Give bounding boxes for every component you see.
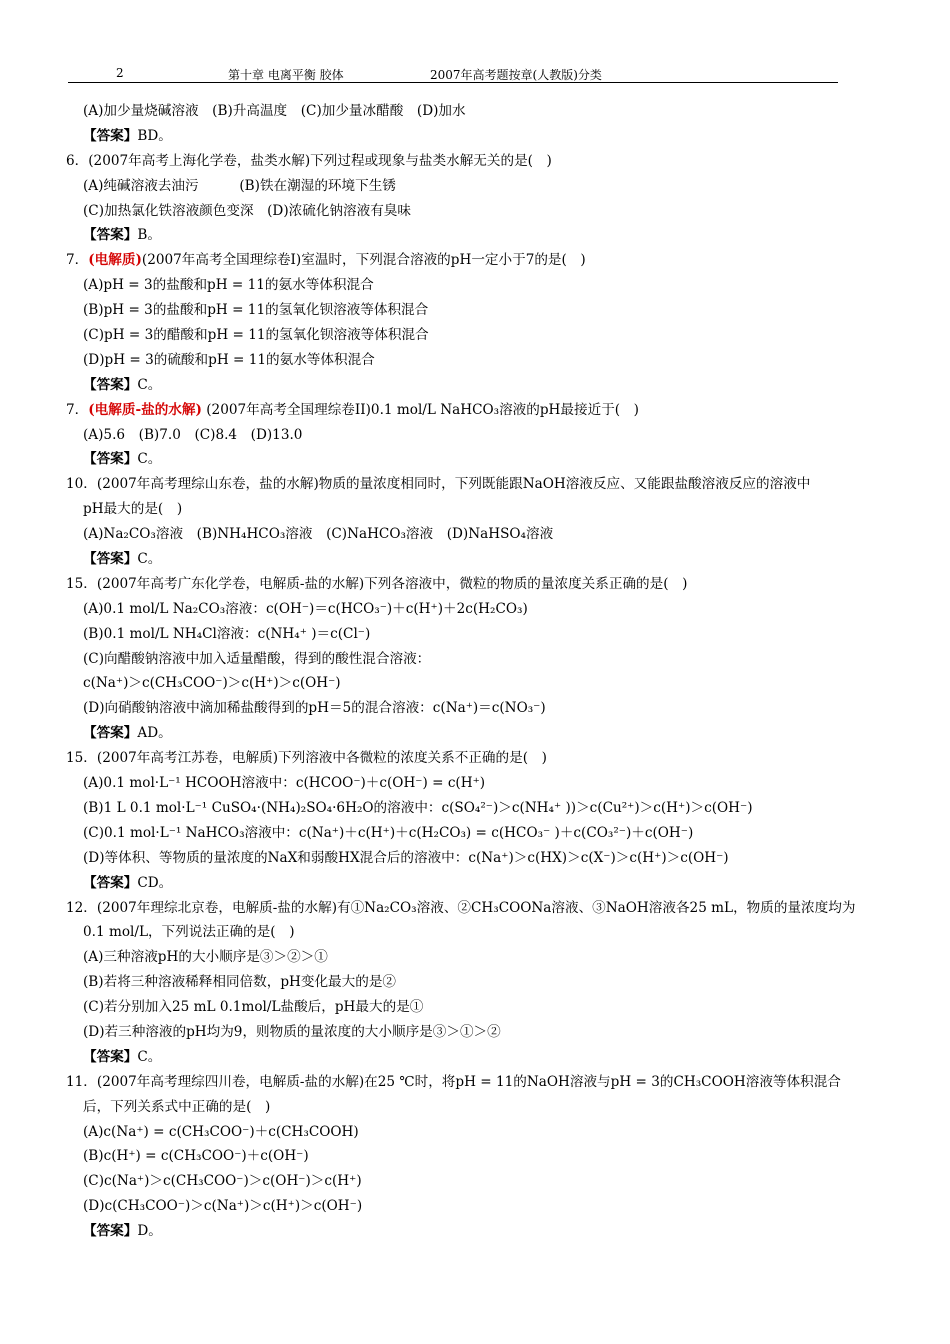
text-line xyxy=(66,572,844,597)
page-number: 2 xyxy=(116,66,124,80)
text-line xyxy=(66,99,844,124)
text-segment: AD。 xyxy=(137,725,172,742)
text-line xyxy=(66,920,844,945)
text-segment: (D)pH = 3的硫酸和pH = 11的氨水等体积混合 xyxy=(83,351,375,368)
text-line xyxy=(66,896,856,921)
answer-label: 【答案】 xyxy=(83,551,138,568)
answer-label: 【答案】 xyxy=(83,227,138,244)
text-segment: (A)5.6 (B)7.0 (C)8.4 (D)13.0 xyxy=(83,426,303,443)
text-line xyxy=(66,746,844,771)
text-segment: (C)若分别加入25 mL 0.1mol/L盐酸后，pH最大的是① xyxy=(83,999,424,1016)
text-segment: (B)若将三种溶液稀释相同倍数，pH变化最大的是② xyxy=(83,974,397,991)
text-line xyxy=(66,497,844,522)
text-segment: (2007年高考全国理综卷II)0.1 mol/L NaHCO₃溶液的pH最接近于( ) xyxy=(201,401,639,418)
text-line xyxy=(66,298,844,323)
text-line xyxy=(66,647,844,672)
text-segment: (A)c(Na⁺) = c(CH₃COO⁻)＋c(CH₃COOH) xyxy=(83,1123,359,1140)
text-segment: 11．(2007年高考理综四川卷，电解质-盐的水解)在25 ℃时，将pH = 11的NaOH溶液与pH = 3的CH₃COOH溶液等体积混合 xyxy=(66,1073,841,1090)
text-segment: 15．(2007年高考江苏卷，电解质)下列溶液中各微粒的浓度关系不正确的是( ) xyxy=(66,750,547,767)
text-line xyxy=(66,423,844,448)
text-line xyxy=(66,323,844,348)
text-line xyxy=(66,1020,844,1045)
text-segment: BD。 xyxy=(137,127,172,144)
text-line xyxy=(66,597,844,622)
answer-label: 【答案】 xyxy=(83,725,138,742)
text-line xyxy=(66,771,844,796)
text-segment: C。 xyxy=(137,1048,162,1065)
text-segment: (B)c(H⁺) = c(CH₃COO⁻)＋c(OH⁻) xyxy=(83,1148,309,1165)
text-line xyxy=(66,472,844,497)
text-line xyxy=(66,696,844,721)
text-segment: C。 xyxy=(137,551,162,568)
text-line xyxy=(66,970,844,995)
text-segment: (2007年高考全国理综卷I)室温时，下列混合溶液的pH一定小于7的是( ) xyxy=(141,252,586,269)
text-segment: (C)0.1 mol·L⁻¹ NaHCO₃溶液中：c(Na⁺)＋c(H⁺)＋c(H₂CO₃) = c(HCO₃⁻ )＋c(CO₃²⁻)＋c(OH⁻) xyxy=(83,824,694,841)
text-segment: D。 xyxy=(137,1223,162,1240)
text-line xyxy=(66,1045,844,1070)
text-segment: 15．(2007年高考广东化学卷，电解质-盐的水解)下列各溶液中，微粒的物质的量浓度关系正确的是( ) xyxy=(66,575,688,592)
text-segment: c(Na⁺)＞c(CH₃COO⁻)＞c(H⁺)＞c(OH⁻) xyxy=(83,675,341,692)
text-line xyxy=(66,671,844,696)
text-segment: 12．(2007年理综北京卷，电解质-盐的水解)有①Na₂CO₃溶液、②CH₃COONa溶液、③NaOH溶液各25 mL，物质的量浓度均为 xyxy=(66,899,856,916)
text-segment: (A)pH = 3的盐酸和pH = 11的氨水等体积混合 xyxy=(83,277,374,294)
text-segment: (A)0.1 mol·L⁻¹ HCOOH溶液中：c(HCOO⁻)＋c(OH⁻) = c(H⁺) xyxy=(83,775,486,792)
series-title: 2007年高考题按章(人教版)分类 xyxy=(430,68,602,82)
page-header xyxy=(68,64,838,83)
text-segment: (C)pH = 3的醋酸和pH = 11的氢氧化钡溶液等体积混合 xyxy=(83,327,429,344)
text-line xyxy=(66,995,844,1020)
text-line xyxy=(66,846,844,871)
text-line xyxy=(66,871,844,896)
text-segment: (D)若三种溶液的pH均为9，则物质的量浓度的大小顺序是③＞①＞② xyxy=(83,1023,501,1040)
text-segment: pH最大的是( ) xyxy=(83,501,183,518)
text-line xyxy=(66,273,844,298)
text-segment: 6．(2007年高考上海化学卷，盐类水解)下列过程或现象与盐类水解无关的是( ) xyxy=(66,152,552,169)
text-line xyxy=(66,1070,844,1095)
text-line xyxy=(66,796,844,821)
text-line xyxy=(66,398,844,423)
answer-label: 【答案】 xyxy=(83,1223,138,1240)
chapter-title: 第十章 电离平衡 胶体 xyxy=(228,68,344,82)
text-line xyxy=(66,721,844,746)
text-line xyxy=(66,447,844,472)
answer-label: 【答案】 xyxy=(83,451,138,468)
text-segment: (C)c(Na⁺)＞c(CH₃COO⁻)＞c(OH⁻)＞c(H⁺) xyxy=(83,1173,362,1190)
text-segment: (D)等体积、等物质的量浓度的NaX和弱酸HX混合后的溶液中：c(Na⁺)＞c(HX)＞c(X⁻)＞c(H⁺)＞c(OH⁻) xyxy=(83,849,729,866)
text-line xyxy=(66,1095,844,1120)
answer-label: 【答案】 xyxy=(83,874,138,891)
document-body xyxy=(66,99,856,1244)
answer-label: 【答案】 xyxy=(83,1048,138,1065)
text-line xyxy=(66,945,844,970)
text-segment: B。 xyxy=(137,227,161,244)
text-segment: 7． xyxy=(66,401,89,418)
text-segment: CD。 xyxy=(137,874,173,891)
text-line xyxy=(66,547,844,572)
text-segment: (C)向醋酸钠溶液中加入适量醋酸，得到的酸性混合溶液： xyxy=(83,650,431,667)
text-line xyxy=(66,1169,844,1194)
text-segment: (C)加热氯化铁溶液颜色变深 (D)浓硫化钠溶液有臭味 xyxy=(83,202,411,219)
text-line xyxy=(66,1120,844,1145)
text-segment: (B)0.1 mol/L NH₄Cl溶液：c(NH₄⁺ )＝c(Cl⁻) xyxy=(83,625,371,642)
text-segment: 0.1 mol/L，下列说法正确的是( ) xyxy=(83,924,295,941)
text-segment: (B)pH = 3的盐酸和pH = 11的氢氧化钡溶液等体积混合 xyxy=(83,302,429,319)
topic-tag: (电解质) xyxy=(88,252,142,269)
text-line xyxy=(66,821,844,846)
text-segment: (D)向硝酸钠溶液中滴加稀盐酸得到的pH＝5的混合溶液：c(Na⁺)＝c(NO₃⁻) xyxy=(83,700,546,717)
text-segment: (D)c(CH₃COO⁻)＞c(Na⁺)＞c(H⁺)＞c(OH⁻) xyxy=(83,1198,363,1215)
text-line xyxy=(66,348,844,373)
text-line xyxy=(66,1219,844,1244)
answer-label: 【答案】 xyxy=(83,376,138,393)
text-line xyxy=(66,373,844,398)
answer-label: 【答案】 xyxy=(83,127,138,144)
text-segment: (A)三种溶液pH的大小顺序是③＞②＞① xyxy=(83,949,328,966)
text-line xyxy=(66,124,844,149)
text-segment: C。 xyxy=(137,376,162,393)
text-line xyxy=(66,248,844,273)
text-segment: 后，下列关系式中正确的是( ) xyxy=(83,1098,271,1115)
text-line xyxy=(66,149,844,174)
text-segment: (B)1 L 0.1 mol·L⁻¹ CuSO₄·(NH₄)₂SO₄·6H₂O的溶液中：c(SO₄²⁻)＞c(NH₄⁺ ))＞c(Cu²⁺)＞c(H⁺)＞c(OH⁻) xyxy=(83,799,753,816)
text-line xyxy=(66,223,844,248)
text-line xyxy=(66,522,844,547)
text-segment: (A)Na₂CO₃溶液 (B)NH₄HCO₃溶液 (C)NaHCO₃溶液 (D)NaHSO₄溶液 xyxy=(83,526,554,543)
topic-tag: (电解质-盐的水解) xyxy=(88,401,202,418)
text-line xyxy=(66,1194,844,1219)
text-segment: (A)纯碱溶液去油污 (B)铁在潮湿的环境下生锈 xyxy=(83,177,396,194)
text-line xyxy=(66,1144,844,1169)
text-line xyxy=(66,199,844,224)
text-line xyxy=(66,174,844,199)
text-segment: (A)加少量烧碱溶液 (B)升高温度 (C)加少量冰醋酸 (D)加水 xyxy=(83,103,466,119)
text-segment: 7． xyxy=(66,252,89,269)
text-line xyxy=(66,622,844,647)
text-segment: C。 xyxy=(137,451,162,468)
text-segment: 10．(2007年高考理综山东卷，盐的水解)物质的量浓度相同时，下列既能跟NaOH溶液反应、又能跟盐酸溶液反应的溶液中 xyxy=(66,476,811,493)
text-segment: (A)0.1 mol/L Na₂CO₃溶液：c(OH⁻)＝c(HCO₃⁻)＋c(H⁺)＋2c(H₂CO₃) xyxy=(83,600,528,617)
